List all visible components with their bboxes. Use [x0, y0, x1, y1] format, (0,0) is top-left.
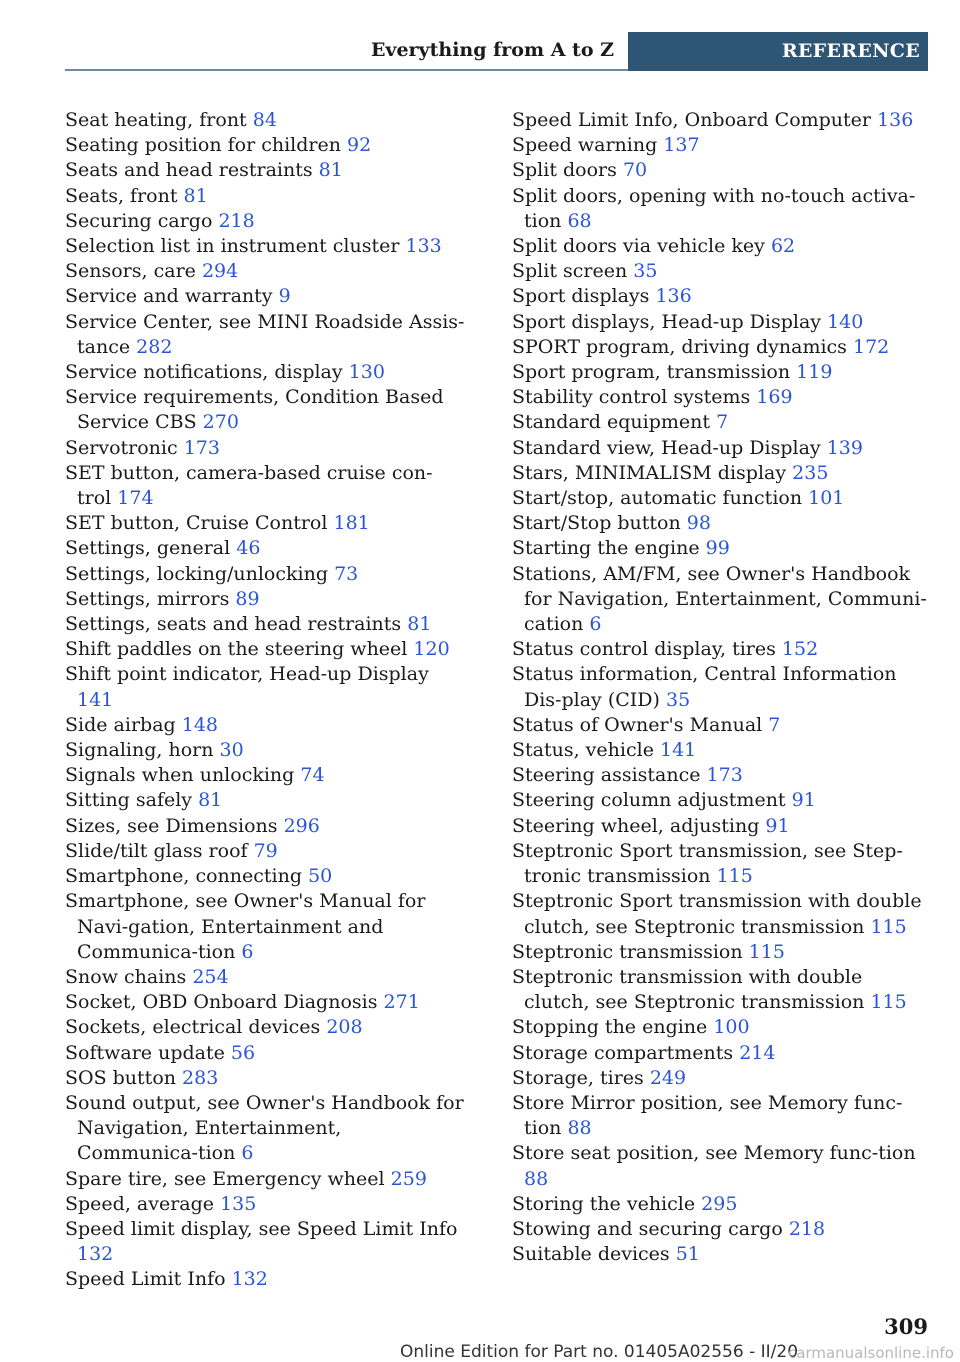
- index-entry: [65, 1041, 465, 1066]
- page-link[interactable]: 173: [183, 436, 220, 459]
- page-link[interactable]: 68: [567, 209, 592, 232]
- page-link[interactable]: 218: [788, 1217, 826, 1240]
- section-label: REFERENCE: [628, 32, 928, 71]
- page-link[interactable]: 9: [278, 285, 291, 308]
- page-link[interactable]: 99: [705, 537, 730, 560]
- page-link[interactable]: 136: [877, 109, 914, 131]
- index-entry: [512, 1015, 930, 1040]
- index-term: Split doors: [512, 159, 617, 182]
- index-entry: [512, 713, 930, 738]
- index-term: Store seat position, see Memory func-tion: [512, 1142, 916, 1165]
- page-link[interactable]: 81: [198, 789, 223, 812]
- index-term: Service and warranty: [65, 285, 273, 308]
- page-link[interactable]: 141: [77, 688, 114, 711]
- page-link[interactable]: 98: [686, 512, 711, 535]
- index-entry: [512, 1192, 930, 1217]
- index-term: Servotronic: [65, 436, 178, 459]
- index-entry: [512, 310, 930, 335]
- index-term: Store Mirror position, see Memory func-tion: [512, 1091, 903, 1140]
- index-term: Split doors via vehicle key: [512, 235, 765, 258]
- page-link[interactable]: 169: [756, 386, 793, 409]
- index-entry: [65, 1167, 465, 1192]
- page-link[interactable]: 254: [192, 965, 229, 988]
- index-entry: [65, 310, 465, 360]
- page-link[interactable]: 294: [201, 260, 239, 283]
- page-link[interactable]: 214: [739, 1041, 776, 1064]
- page-header: [65, 32, 928, 71]
- index-entry: [65, 889, 465, 965]
- index-term: Storing the vehicle: [512, 1192, 696, 1215]
- index-entry: [65, 158, 465, 183]
- index-entry: [512, 738, 930, 763]
- page-link[interactable]: 283: [182, 1066, 219, 1089]
- page-link[interactable]: 141: [659, 739, 697, 762]
- index-entry: [512, 763, 930, 788]
- page-link[interactable]: 70: [622, 159, 648, 182]
- index-term: Stability control systems: [512, 386, 751, 409]
- index-term: Storage, tires: [512, 1066, 644, 1089]
- index-entry: [65, 511, 465, 536]
- index-term: Securing cargo: [65, 209, 213, 232]
- page-link[interactable]: 137: [663, 134, 700, 157]
- index-entry: [65, 360, 465, 385]
- index-term: Sport displays, Head-up Display: [512, 310, 822, 333]
- index-entry: [512, 788, 930, 813]
- index-entry: [512, 662, 930, 712]
- index-entry: [65, 284, 465, 309]
- page-link[interactable]: 130: [348, 361, 385, 384]
- page-link[interactable]: 89: [235, 587, 260, 610]
- page-link[interactable]: 6: [589, 613, 602, 636]
- index-entry: [512, 461, 930, 486]
- index-term: SET button, Cruise Control: [65, 512, 328, 535]
- page-link[interactable]: 115: [870, 991, 907, 1014]
- page-link[interactable]: 115: [870, 915, 907, 938]
- page-link[interactable]: 181: [333, 512, 370, 535]
- page-link[interactable]: 218: [218, 209, 255, 232]
- page-link[interactable]: 81: [318, 159, 343, 182]
- index-entry: [512, 940, 930, 965]
- page-link[interactable]: 135: [220, 1192, 257, 1215]
- index-term: Sizes, see Dimensions: [65, 814, 278, 837]
- index-term: Signaling, horn: [65, 739, 214, 762]
- index-term: Steptronic Sport transmission with double clutch, see Steptronic transmission: [512, 890, 922, 938]
- index-term: Sitting safely: [65, 789, 193, 812]
- index-entry: [65, 184, 465, 209]
- index-term: Status control display, tires: [512, 638, 776, 661]
- index-term: Status of Owner's Manual: [512, 713, 763, 736]
- index-term: Split screen: [512, 260, 628, 283]
- index-term: Shift paddles on the steering wheel: [65, 638, 408, 661]
- page-link[interactable]: 35: [665, 688, 691, 711]
- index-entry: [512, 1242, 930, 1267]
- page-link[interactable]: 249: [649, 1066, 687, 1089]
- index-entry: [65, 436, 465, 461]
- index-entry: [512, 965, 930, 1015]
- index-term: SPORT program, driving dynamics: [512, 335, 847, 358]
- index-entry: [65, 990, 465, 1015]
- page-link[interactable]: 282: [136, 335, 173, 358]
- index-term: Sensors, care: [65, 260, 196, 283]
- index-entry: [512, 284, 930, 309]
- page-link[interactable]: 136: [655, 285, 692, 308]
- page-link[interactable]: 115: [716, 865, 753, 888]
- index-term: Stowing and securing cargo: [512, 1217, 783, 1240]
- index-entry: [65, 738, 465, 763]
- index-term: Sockets, electrical devices: [65, 1016, 321, 1039]
- index-term: Standard view, Head-up Display: [512, 436, 821, 459]
- page-link[interactable]: 92: [347, 134, 372, 157]
- index-term: Speed warning: [512, 134, 658, 157]
- index-entry: [65, 385, 465, 435]
- index-entry: [65, 788, 465, 813]
- index-entry: [512, 385, 930, 410]
- page-link[interactable]: 174: [117, 487, 154, 510]
- index-term: Sport displays: [512, 285, 650, 308]
- index-term: Sound output, see Owner's Handbook for Navigation, Entertainment, Communica-tion: [65, 1091, 464, 1165]
- index-term: Settings, seats and head restraints: [65, 613, 402, 636]
- page-link[interactable]: 6: [241, 940, 254, 963]
- index-entry: [65, 1217, 465, 1267]
- index-term: Steering assistance: [512, 764, 701, 787]
- page-link[interactable]: 30: [219, 739, 244, 762]
- page-link[interactable]: 271: [383, 991, 420, 1014]
- index-term: Socket, OBD Onboard Diagnosis: [65, 991, 378, 1014]
- index-term: Software update: [65, 1041, 225, 1064]
- index-term: Stars, MINIMALISM display: [512, 461, 787, 484]
- index-entry: [512, 1066, 930, 1091]
- index-term: Speed limit display, see Speed Limit Info: [65, 1217, 458, 1240]
- page-link[interactable]: 132: [77, 1243, 114, 1266]
- index-entry: [512, 436, 930, 461]
- page-link[interactable]: 132: [231, 1268, 268, 1291]
- index-entry: [65, 637, 465, 662]
- index-term: SET button, camera-based cruise con-trol: [65, 461, 433, 510]
- page-link[interactable]: 7: [768, 713, 781, 736]
- edition-note: Online Edition for Part no. 01405A02556 - II/20: [400, 1342, 799, 1362]
- index-entry: [65, 133, 465, 158]
- page-number: 309: [884, 1314, 928, 1339]
- index-entry: [512, 889, 930, 939]
- index-term: Storage compartments: [512, 1041, 734, 1064]
- index-term: Steptronic transmission with double clutch, see Steptronic transmission: [512, 965, 865, 1014]
- index-entry: [65, 108, 465, 133]
- page-link[interactable]: 139: [826, 436, 863, 459]
- index-entry: [512, 108, 930, 133]
- index-term: Settings, general: [65, 537, 231, 560]
- index-column-right: [512, 108, 930, 1267]
- index-entry: [65, 864, 465, 889]
- index-entry: [512, 1091, 930, 1141]
- index-term: Start/stop, automatic function: [512, 487, 803, 510]
- page-link[interactable]: 56: [230, 1041, 256, 1064]
- chapter-title: Everything from A to Z: [65, 32, 628, 71]
- index-term: Settings, locking/unlocking: [65, 562, 329, 585]
- index-entry: [65, 1015, 465, 1040]
- index-term: SOS button: [65, 1066, 176, 1089]
- page-link[interactable]: 235: [792, 461, 829, 484]
- index-term: Split doors, opening with no-touch activa-tion: [512, 184, 916, 232]
- index-entry: [512, 158, 930, 183]
- index-term: Seats, front: [65, 184, 178, 207]
- page-link[interactable]: 173: [706, 764, 743, 787]
- index-entry: [512, 562, 930, 638]
- page-link[interactable]: 91: [791, 789, 816, 812]
- index-entry: [65, 562, 465, 587]
- page-link[interactable]: 259: [390, 1167, 427, 1190]
- index-entry: [512, 335, 930, 360]
- index-entry: [512, 360, 930, 385]
- index-entry: [512, 259, 930, 284]
- index-term: Starting the engine: [512, 537, 700, 560]
- page-link[interactable]: 295: [701, 1192, 738, 1215]
- index-term: Speed Limit Info: [65, 1268, 226, 1291]
- page-link[interactable]: 50: [308, 865, 333, 888]
- index-entry: [512, 133, 930, 158]
- page-link[interactable]: 172: [852, 335, 890, 358]
- index-term: Spare tire, see Emergency wheel: [65, 1167, 385, 1190]
- index-entry: [65, 814, 465, 839]
- index-term: Status information, Central Information Dis-play (CID): [512, 663, 897, 711]
- index-entry: [512, 536, 930, 561]
- index-entry: [512, 410, 930, 435]
- index-term: Seating position for children: [65, 134, 341, 157]
- index-entry: [65, 763, 465, 788]
- index-entry: [512, 511, 930, 536]
- index-term: Service notifications, display: [65, 361, 343, 384]
- index-entry: [65, 713, 465, 738]
- index-term: Steptronic transmission: [512, 940, 743, 963]
- page-link[interactable]: 133: [405, 235, 442, 258]
- index-column-left: [65, 108, 465, 1293]
- index-entry: [65, 1192, 465, 1217]
- index-term: Seat heating, front: [65, 109, 247, 131]
- index-entry: [65, 1091, 465, 1167]
- index-term: Selection list in instrument cluster: [65, 235, 400, 258]
- index-term: Steering wheel, adjusting: [512, 814, 760, 837]
- page-link[interactable]: 46: [236, 537, 261, 560]
- index-entry: [65, 536, 465, 561]
- page-link[interactable]: 74: [300, 764, 325, 787]
- index-entry: [65, 259, 465, 284]
- page-link[interactable]: 81: [407, 613, 432, 636]
- page-link[interactable]: 270: [202, 411, 239, 434]
- page-link[interactable]: 79: [253, 839, 278, 862]
- index-entry: [512, 637, 930, 662]
- index-term: Speed, average: [65, 1192, 215, 1215]
- index-term: Start/Stop button: [512, 512, 681, 535]
- index-entry: [512, 234, 930, 259]
- index-term: Suitable devices: [512, 1243, 670, 1266]
- index-entry: [512, 184, 930, 234]
- index-entry: [65, 587, 465, 612]
- page-link[interactable]: 119: [796, 361, 833, 384]
- index-entry: [512, 1217, 930, 1242]
- index-term: Side airbag: [65, 713, 176, 736]
- index-entry: [512, 486, 930, 511]
- index-term: Seats and head restraints: [65, 159, 313, 182]
- index-entry: [65, 461, 465, 511]
- index-entry: [65, 1066, 465, 1091]
- page-link[interactable]: 296: [283, 814, 320, 837]
- page-link[interactable]: 152: [781, 638, 819, 661]
- index-term: Status, vehicle: [512, 739, 654, 762]
- index-entry: [65, 965, 465, 990]
- index-entry: [65, 209, 465, 234]
- index-term: Settings, mirrors: [65, 587, 230, 610]
- index-entry: [512, 814, 930, 839]
- page-link[interactable]: 101: [808, 487, 845, 510]
- index-term: Speed Limit Info, Onboard Computer: [512, 109, 872, 131]
- index-entry: [65, 234, 465, 259]
- page-link[interactable]: 148: [181, 713, 218, 736]
- index-entry: [512, 1041, 930, 1066]
- index-term: Smartphone, connecting: [65, 865, 303, 888]
- page-link[interactable]: 7: [716, 411, 729, 434]
- page-link[interactable]: 62: [770, 235, 796, 258]
- index-term: Stopping the engine: [512, 1016, 708, 1039]
- index-term: Stations, AM/FM, see Owner's Handbook for Navigation, Entertainment, Communi-cation: [512, 562, 927, 636]
- index-entry: [512, 1141, 930, 1191]
- index-term: Signals when unlocking: [65, 764, 295, 787]
- page-link[interactable]: 51: [675, 1243, 700, 1266]
- index-term: Shift point indicator, Head-up Display: [65, 663, 429, 686]
- page-link[interactable]: 6: [241, 1142, 254, 1165]
- page-link[interactable]: 120: [413, 638, 450, 661]
- index-entry: [65, 662, 465, 712]
- page-link[interactable]: 35: [633, 260, 658, 283]
- index-term: Slide/tilt glass roof: [65, 839, 248, 862]
- index-term: Snow chains: [65, 965, 187, 988]
- watermark-text: carmanualsonline.info: [788, 1344, 954, 1362]
- page-link[interactable]: 88: [567, 1117, 592, 1140]
- index-term: Standard equipment: [512, 411, 711, 434]
- page-link[interactable]: 84: [252, 109, 277, 131]
- page-link[interactable]: 140: [827, 310, 864, 333]
- page-link[interactable]: 208: [326, 1016, 363, 1039]
- page-link[interactable]: 81: [183, 184, 208, 207]
- index-entry: [65, 839, 465, 864]
- index-entry: [65, 612, 465, 637]
- page-link[interactable]: 91: [765, 814, 790, 837]
- index-entry: [512, 839, 930, 889]
- page-link[interactable]: 88: [524, 1167, 549, 1190]
- index-term: Steptronic Sport transmission, see Step-tronic transmission: [512, 839, 903, 888]
- index-term: Service Center, see MINI Roadside Assis-tance: [65, 310, 465, 358]
- page-link[interactable]: 100: [713, 1016, 750, 1039]
- page-link[interactable]: 73: [334, 562, 359, 585]
- index-entry: [65, 1267, 465, 1292]
- page-link[interactable]: 115: [748, 940, 785, 963]
- index-term: Service requirements, Condition Based Service CBS: [65, 386, 444, 434]
- index-term: Steering column adjustment: [512, 789, 786, 812]
- index-term: Smartphone, see Owner's Manual for Navi-gation, Entertainment and Communica-tion: [65, 890, 426, 963]
- index-term: Sport program, transmission: [512, 361, 791, 384]
